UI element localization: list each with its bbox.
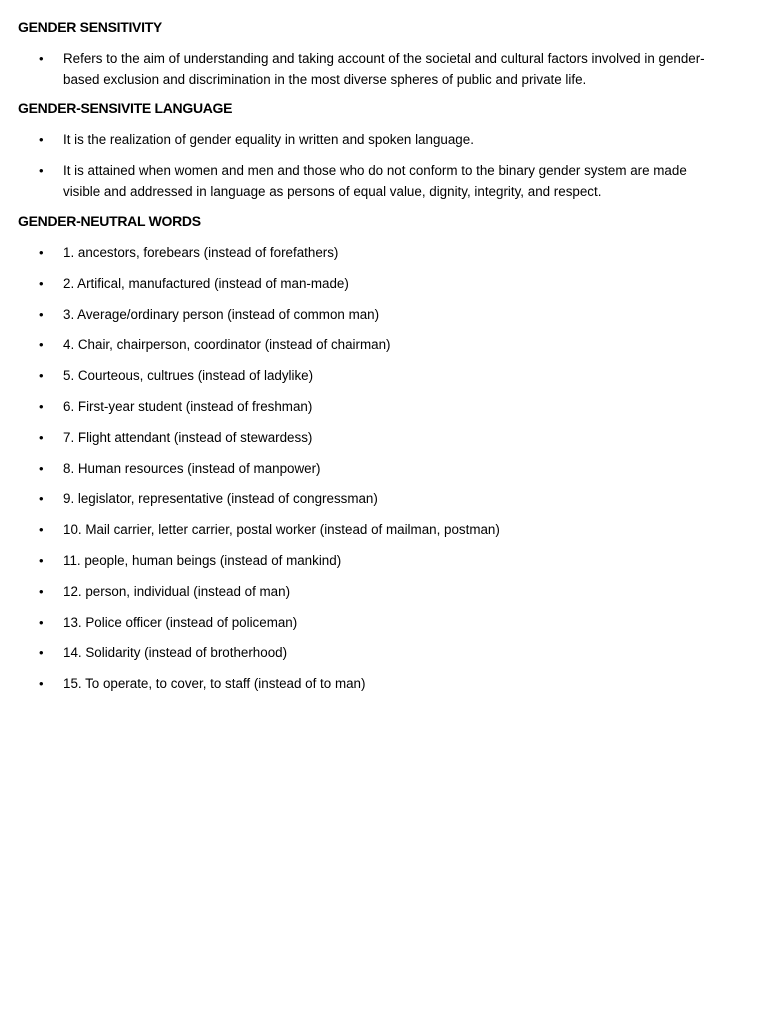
bullet-icon: •	[39, 368, 44, 384]
list-item-text: 4. Chair, chairperson, coordinator (instead of chairman)	[63, 337, 391, 353]
list-item-text: 5. Courteous, cultrues (instead of ladylike)	[63, 368, 314, 384]
bullet-icon: •	[39, 51, 44, 66]
section-gender-sensitive-language	[0, 100, 768, 202]
list-item	[0, 273, 768, 294]
list-item-text: 13. Police officer (instead of policeman)	[63, 614, 298, 630]
list-item-text: 9. legislator, representative (instead of congressman)	[63, 491, 378, 507]
list-item	[0, 550, 768, 571]
bullet-icon: •	[39, 614, 44, 630]
list-item-text: Refers to the aim of understanding and taking account of the societal and cultural factors involved in gender-based exclusion and discrimination in the most diverse spheres of public and private life.	[63, 51, 705, 87]
list-item-text: 2. Artifical, manufactured (instead of man-made)	[63, 275, 349, 291]
bullet-icon: •	[39, 583, 44, 599]
list-item	[0, 365, 768, 386]
bullet-icon: •	[39, 491, 44, 507]
list-item	[0, 612, 768, 633]
section-gender-sensitivity	[0, 19, 768, 90]
list-item	[0, 581, 768, 602]
list-item	[0, 242, 768, 263]
bullet-icon: •	[39, 552, 44, 568]
list-item	[0, 673, 768, 694]
list-item-text: 7. Flight attendant (instead of stewardess)	[63, 429, 313, 445]
bullet-list	[0, 242, 768, 694]
bullet-icon: •	[39, 163, 44, 178]
section-heading: GENDER SENSITIVITY	[18, 19, 162, 35]
bullet-list	[0, 129, 768, 202]
list-item-text: 15. To operate, to cover, to staff (instead of to man)	[63, 676, 366, 692]
list-item-text: 12. person, individual (instead of man)	[63, 583, 291, 599]
bullet-icon: •	[39, 275, 44, 291]
bullet-icon: •	[39, 645, 44, 661]
list-item	[0, 519, 768, 540]
list-item	[0, 458, 768, 479]
bullet-icon: •	[39, 398, 44, 414]
list-item	[0, 427, 768, 448]
list-item	[0, 396, 768, 417]
bullet-icon: •	[39, 676, 44, 692]
section-heading: GENDER-NEUTRAL WORDS	[18, 213, 201, 229]
section-heading: GENDER-SENSIVITE LANGUAGE	[18, 100, 233, 116]
list-item	[0, 642, 768, 663]
list-item	[0, 48, 768, 90]
list-item-text: 3. Average/ordinary person (instead of common man)	[63, 306, 380, 322]
bullet-icon: •	[39, 460, 44, 476]
bullet-icon: •	[39, 429, 44, 445]
list-item-text: It is the realization of gender equality in written and spoken language.	[63, 132, 474, 147]
bullet-list	[0, 48, 768, 90]
list-item-text: 8. Human resources (instead of manpower)	[63, 460, 321, 476]
bullet-icon: •	[39, 306, 44, 322]
list-item-text: 1. ancestors, forebears (instead of forefathers)	[63, 245, 339, 260]
list-item	[0, 488, 768, 509]
list-item-text: 11. people, human beings (instead of mankind)	[63, 552, 342, 568]
list-item-text: 10. Mail carrier, letter carrier, postal worker (instead of mailman, postman)	[63, 522, 500, 538]
list-item	[0, 304, 768, 325]
bullet-icon: •	[39, 245, 44, 260]
section-gender-neutral-words	[0, 213, 768, 704]
list-item	[0, 129, 768, 150]
list-item-text: It is attained when women and men and those who do not conform to the binary gender system are made visible and addressed in language as persons of equal value, dignity, integrity, and respect.	[63, 163, 687, 199]
list-item-text: 14. Solidarity (instead of brotherhood)	[63, 645, 288, 661]
list-item	[0, 160, 768, 202]
list-item-text: 6. First-year student (instead of freshman)	[63, 398, 313, 414]
bullet-icon: •	[39, 522, 44, 538]
list-item	[0, 334, 768, 355]
bullet-icon: •	[39, 132, 44, 147]
bullet-icon: •	[39, 337, 44, 353]
